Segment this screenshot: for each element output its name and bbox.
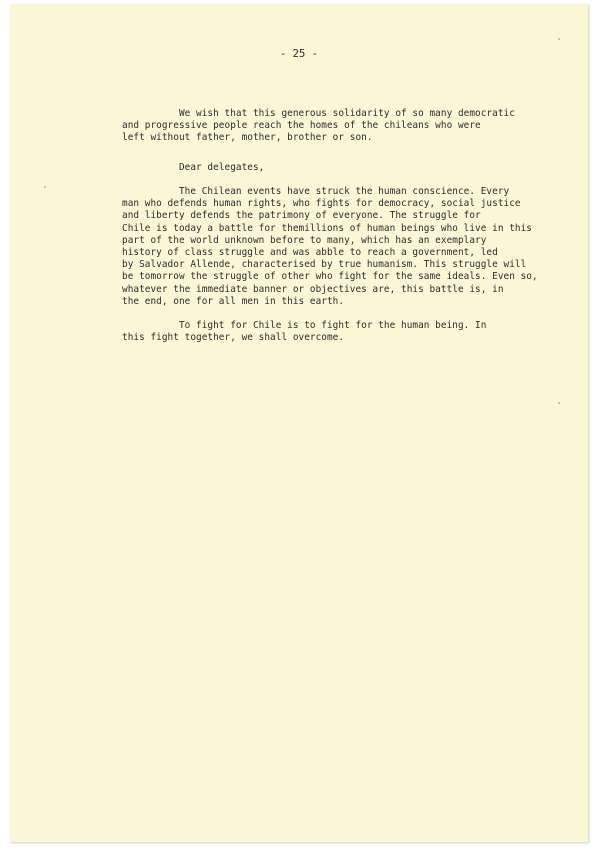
paragraph-closing: To fight for Chile is to fight for the human being. In this fight together, we shall overcome. (122, 320, 487, 344)
paragraph-chilean-events: The Chilean events have struck the human conscience. Every man who defends human rights, who fights for democracy, social justice and liberty defends the patrimony of everyone. The struggle for Chile is today a battle for themillions of human beings who live in this part of the world unknown before to many, which has an exemplary history of class struggle and was abble to reach a government, led by Salvador Allende, characterised by true humanism. This struggle will be tomorrow the struggle of other who fight for the same ideals. Even so, whatever the immediate banner or objectives are, this battle is, in the end, one for all men in this earth. (122, 186, 538, 307)
paper-speck (558, 402, 560, 404)
paper-speck (44, 186, 46, 188)
paper-speck (558, 38, 560, 40)
document-page (10, 4, 588, 842)
paragraph-solidarity: We wish that this generous solidarity of so many democratic and progressive people reach the homes of the chileans who were left without father, mother, brother or son. (122, 108, 515, 144)
page-number: - 25 - (280, 48, 318, 60)
paragraph-salutation: Dear delegates, (122, 162, 265, 173)
